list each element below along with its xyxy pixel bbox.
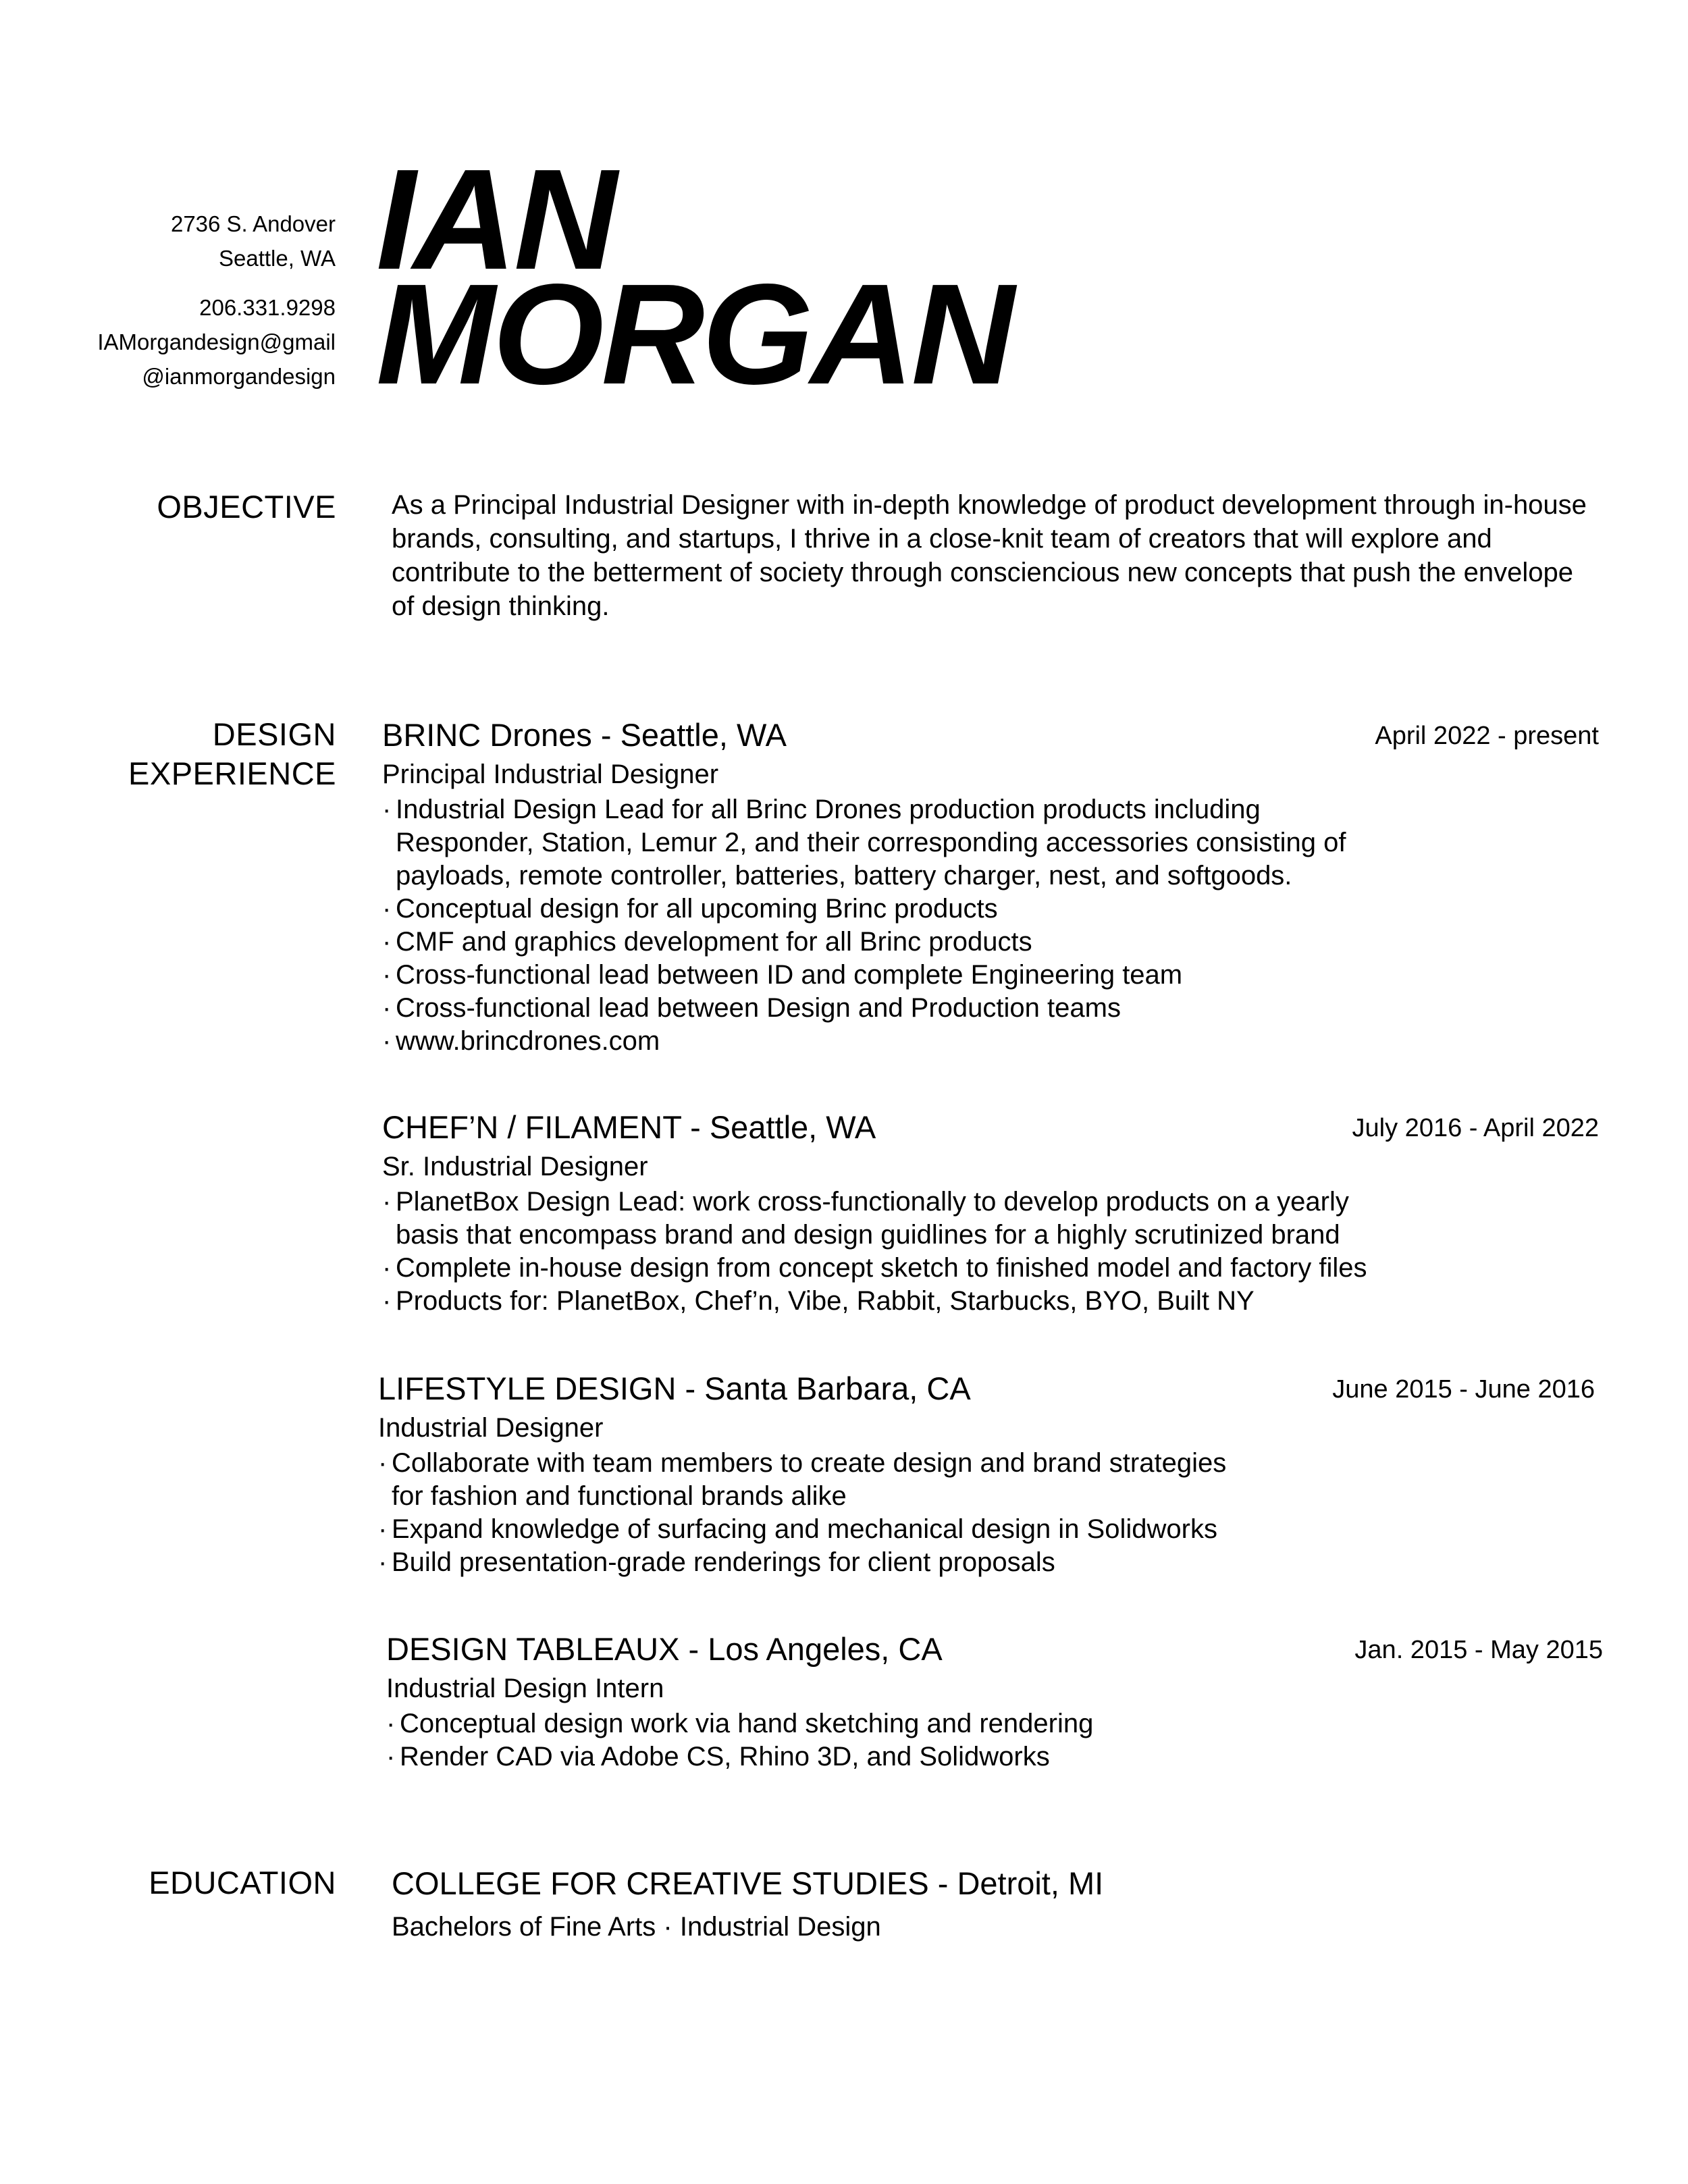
job-bullet-item — [382, 1285, 1599, 1318]
bullet-glyph: · — [382, 993, 392, 1023]
bullet-text: CMF and graphics development for all Brinc products — [396, 927, 1032, 957]
education-label: EDUCATION — [149, 1865, 336, 1900]
job-company: DESIGN TABLEAUX - Los Angeles, CA — [386, 1631, 943, 1667]
bullet-text: for fashion and functional brands alike — [392, 1481, 847, 1511]
job-bullet-item — [382, 959, 1599, 992]
job-company: CHEF’N / FILAMENT - Seattle, WA — [382, 1109, 876, 1145]
bullet-text: Cross-functional lead between Design and Production teams — [396, 993, 1121, 1023]
bullet-glyph: · — [382, 1253, 392, 1283]
bullet-glyph: · — [378, 1547, 388, 1577]
address-line-1: 2736 S. Andover — [170, 211, 336, 236]
experience-label-line-1: DESIGN — [212, 716, 336, 752]
bullet-text: Conceptual design for all upcoming Brinc products — [396, 894, 998, 924]
job-bullet-item — [382, 926, 1599, 959]
job-dates: June 2015 - June 2016 — [1332, 1375, 1595, 1404]
job-company: BRINC Drones - Seattle, WA — [382, 717, 787, 753]
bullet-glyph: · — [378, 1514, 388, 1544]
objective-text: As a Principal Industrial Designer with in-depth knowledge of product development through in-house brands, consulting, and startups, I thrive in a close-knit team of creators that will explore and contribute to the betterment of society through consciencious new concepts that push the envelope of design thinking. — [392, 490, 1587, 621]
job-dates: July 2016 - April 2022 — [1352, 1114, 1599, 1142]
job-bullet-list — [378, 1447, 1595, 1579]
bullet-glyph: · — [382, 795, 392, 824]
job-title: Industrial Design Intern — [386, 1674, 664, 1703]
job-bullet-item — [382, 992, 1599, 1025]
objective-label: OBJECTIVE — [157, 489, 336, 525]
bullet-text: www.brincdrones.com — [396, 1026, 660, 1056]
bullet-glyph: · — [386, 1742, 396, 1772]
job-bullet-item — [382, 1025, 1599, 1058]
experience-label-line-2: EXPERIENCE — [128, 755, 336, 791]
bullet-text: payloads, remote controller, batteries, battery charger, nest, and softgoods. — [396, 861, 1292, 890]
bullet-glyph: · — [382, 1026, 392, 1056]
job-dates: Jan. 2015 - May 2015 — [1354, 1636, 1603, 1664]
bullet-text: Complete in-house design from concept sketch to finished model and factory files — [396, 1253, 1367, 1283]
education-school: COLLEGE FOR CREATIVE STUDIES - Detroit, MI — [392, 1865, 1104, 1901]
bullet-glyph: · — [386, 1709, 396, 1738]
bullet-text: Industrial Design Lead for all Brinc Drones production products including — [396, 795, 1261, 824]
bullet-glyph: · — [382, 927, 392, 957]
email-address: IAMorgandesign@gmail — [97, 329, 336, 354]
job-bullet-item — [382, 793, 1599, 893]
address-line-2: Seattle, WA — [218, 246, 336, 271]
job-header — [382, 1107, 1599, 1148]
job-title: Principal Industrial Designer — [382, 760, 719, 789]
job-title: Sr. Industrial Designer — [382, 1152, 648, 1181]
job-entry — [378, 1368, 1595, 1579]
bullet-glyph: · — [382, 1286, 392, 1316]
job-bullet-list — [382, 793, 1599, 1058]
job-dates: April 2022 - present — [1375, 722, 1599, 750]
name-last: MORGAN — [376, 254, 1012, 414]
bullet-text: Expand knowledge of surfacing and mechanical design in Solidworks — [392, 1514, 1217, 1544]
name-first: IAN — [376, 139, 615, 299]
bullet-glyph: · — [382, 1187, 392, 1217]
job-bullet-item — [382, 1186, 1599, 1252]
bullet-glyph: · — [378, 1448, 388, 1478]
job-title: Industrial Designer — [378, 1413, 604, 1443]
contact-details — [97, 290, 336, 394]
job-bullet-item — [378, 1447, 1595, 1513]
bullet-text: PlanetBox Design Lead: work cross-functionally to develop products on a yearly — [396, 1187, 1349, 1217]
bullet-text: Render CAD via Adobe CS, Rhino 3D, and Solidworks — [400, 1742, 1050, 1772]
bullet-glyph: · — [382, 894, 392, 924]
job-bullet-list — [386, 1707, 1603, 1774]
bullet-text: Build presentation-grade renderings for client proposals — [392, 1547, 1055, 1577]
bullet-text: Products for: PlanetBox, Chef’n, Vibe, Rabbit, Starbucks, BYO, Built NY — [396, 1286, 1255, 1316]
job-entry — [386, 1629, 1603, 1774]
job-bullet-list — [382, 1186, 1599, 1318]
job-header — [378, 1368, 1595, 1409]
social-handle: @ianmorgandesign — [142, 364, 336, 389]
job-bullet-item — [386, 1740, 1603, 1774]
job-entry — [382, 1107, 1599, 1318]
bullet-text: Conceptual design work via hand sketching and rendering — [400, 1709, 1094, 1738]
job-header — [386, 1629, 1603, 1670]
job-bullet-item — [378, 1513, 1595, 1546]
job-company: LIFESTYLE DESIGN - Santa Barbara, CA — [378, 1370, 971, 1406]
contact-address — [171, 207, 336, 275]
job-entry — [382, 715, 1599, 1058]
education-degree: Bachelors of Fine Arts · Industrial Design — [392, 1912, 881, 1942]
phone-number: 206.331.9298 — [199, 295, 336, 320]
bullet-text: Cross-functional lead between ID and complete Engineering team — [396, 960, 1183, 990]
bullet-text: basis that encompass brand and design guidlines for a highly scrutinized brand — [396, 1220, 1340, 1250]
job-bullet-item — [382, 1252, 1599, 1285]
bullet-text: Responder, Station, Lemur 2, and their corresponding accessories consisting of — [396, 828, 1346, 857]
job-header — [382, 715, 1599, 755]
bullet-text: Collaborate with team members to create design and brand strategies — [392, 1448, 1227, 1478]
bullet-glyph: · — [382, 960, 392, 990]
job-bullet-item — [386, 1707, 1603, 1740]
job-bullet-item — [378, 1546, 1595, 1579]
job-bullet-item — [382, 893, 1599, 926]
